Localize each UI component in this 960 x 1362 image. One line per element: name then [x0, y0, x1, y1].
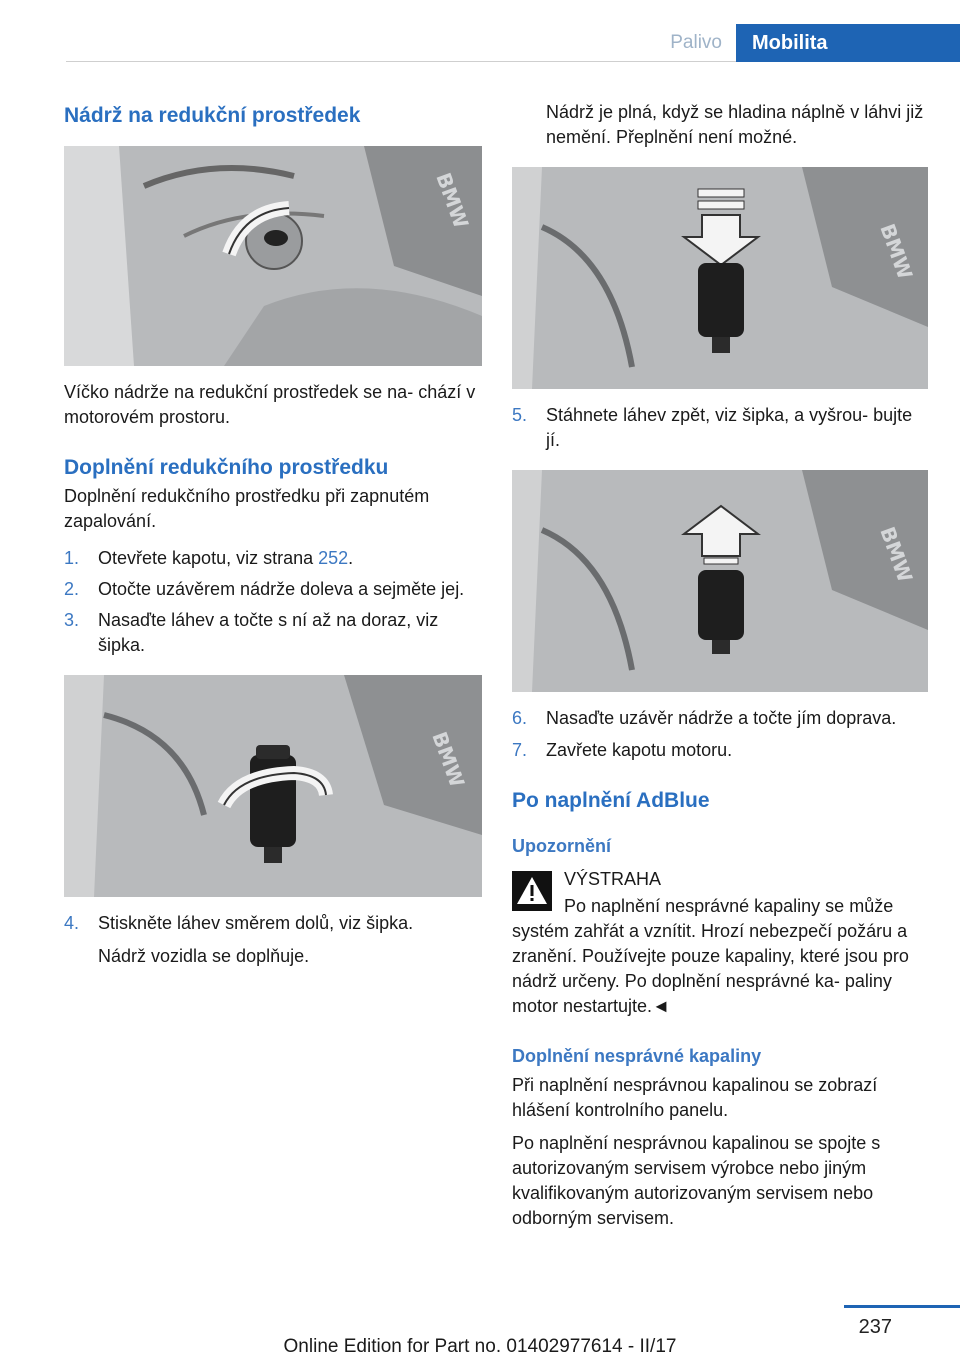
step-number: 3.: [64, 610, 80, 630]
step-number: 2.: [64, 579, 80, 599]
page-number: 237: [858, 1316, 892, 1338]
page-link[interactable]: 252: [318, 548, 349, 568]
step-2: [64, 577, 482, 602]
notice-title: Upozornění: [512, 836, 611, 856]
steps-list-right: [512, 403, 928, 453]
refill-intro: Doplnění redukčního prostředku při zapnutém zapalování.: [64, 486, 430, 531]
tab-palivo[interactable]: Palivo: [670, 32, 722, 53]
step-number: 7.: [512, 740, 528, 760]
steps-list-left-2: [64, 911, 482, 936]
step-tail: .: [348, 548, 354, 568]
warning-block: [512, 867, 928, 892]
step-number: 1.: [64, 548, 80, 568]
step-4-result: Nádrž vozidla se doplňuje.: [98, 946, 310, 966]
step-5: [512, 403, 928, 453]
figure-bottle-twist: [64, 675, 482, 897]
right-column: [512, 100, 928, 1231]
bmw-engine-label: BMW: [431, 169, 474, 232]
warning-text: Po naplnění nesprávné kapaliny se může systém zahřát a vznítit. Hrozí nebezpečí požáru a zranění. Používejte pouze kapaliny, které jsou pro nádrž určeny. Po doplnění nesprávné ka- paliny motor nestartujte.◄: [512, 896, 909, 1016]
figure-bottle-pull: [512, 470, 928, 692]
step-6: [512, 706, 928, 731]
section-title: Nádrž na redukční prostředek: [64, 104, 361, 127]
edition-note: Online Edition for Part no. 01402977614 - II/17: [283, 1336, 677, 1357]
footer-line: [844, 1305, 960, 1308]
figure-caption: Víčko nádrže na redukční prostředek se na- chází v motorovém prostoru.: [64, 382, 476, 427]
warning-triangle-icon: [512, 871, 552, 911]
tab-mobilita[interactable]: Mobilita: [736, 24, 960, 62]
bmw-engine-label: BMW: [875, 220, 918, 283]
step-number: 4.: [64, 913, 80, 933]
step-text: Nasaďte uzávěr nádrže a točte jím doprava.: [546, 708, 897, 728]
step-number: 5.: [512, 405, 528, 425]
bmw-engine-label: BMW: [427, 728, 470, 791]
step-text: Nasaďte láhev a točte s ní až na doraz, viz šipka.: [98, 610, 439, 655]
refill-title: Doplnění redukčního prostředku: [64, 456, 389, 479]
wrong-fluid-title: Doplnění nesprávné kapaliny: [512, 1046, 762, 1066]
step-7: [512, 738, 928, 763]
wrong-fluid-p2: Po naplnění nesprávnou kapalinou se spojte s autorizovaným servisem výrobce nebo jiným kvalifikovaným autorizovaným servisem nebo odborným servisem.: [512, 1133, 881, 1228]
step-text: Stáhnete láhev zpět, viz šipka, a vyšrou- bujte jí.: [546, 405, 913, 450]
bmw-engine-label: BMW: [875, 523, 918, 586]
warning-label: VÝSTRAHA: [564, 869, 662, 889]
step-3: [64, 608, 482, 658]
figure-reductant-cap: [64, 146, 482, 366]
after-refill-title: Po naplnění AdBlue: [512, 789, 710, 812]
step-text: Otevřete kapotu, viz strana: [98, 548, 319, 568]
step-1: [64, 546, 482, 571]
step-text: Stiskněte láhev směrem dolů, viz šipka.: [98, 913, 414, 933]
step-text: Otočte uzávěrem nádrže doleva a sejměte jej.: [98, 579, 465, 599]
step-text: Zavřete kapotu motoru.: [546, 740, 733, 760]
steps-list-right-2: [512, 706, 928, 763]
steps-list-left: [64, 546, 482, 658]
step-number: 6.: [512, 708, 528, 728]
full-tank-note: Nádrž je plná, když se hladina náplně v láhvi již nemění. Přeplnění není možné.: [546, 102, 924, 147]
page-header: [66, 24, 960, 62]
left-column: [64, 100, 482, 969]
step-4: [64, 911, 482, 936]
figure-bottle-press: [512, 167, 928, 389]
wrong-fluid-p1: Při naplnění nesprávnou kapalinou se zobrazí hlášení kontrolního panelu.: [512, 1075, 878, 1120]
